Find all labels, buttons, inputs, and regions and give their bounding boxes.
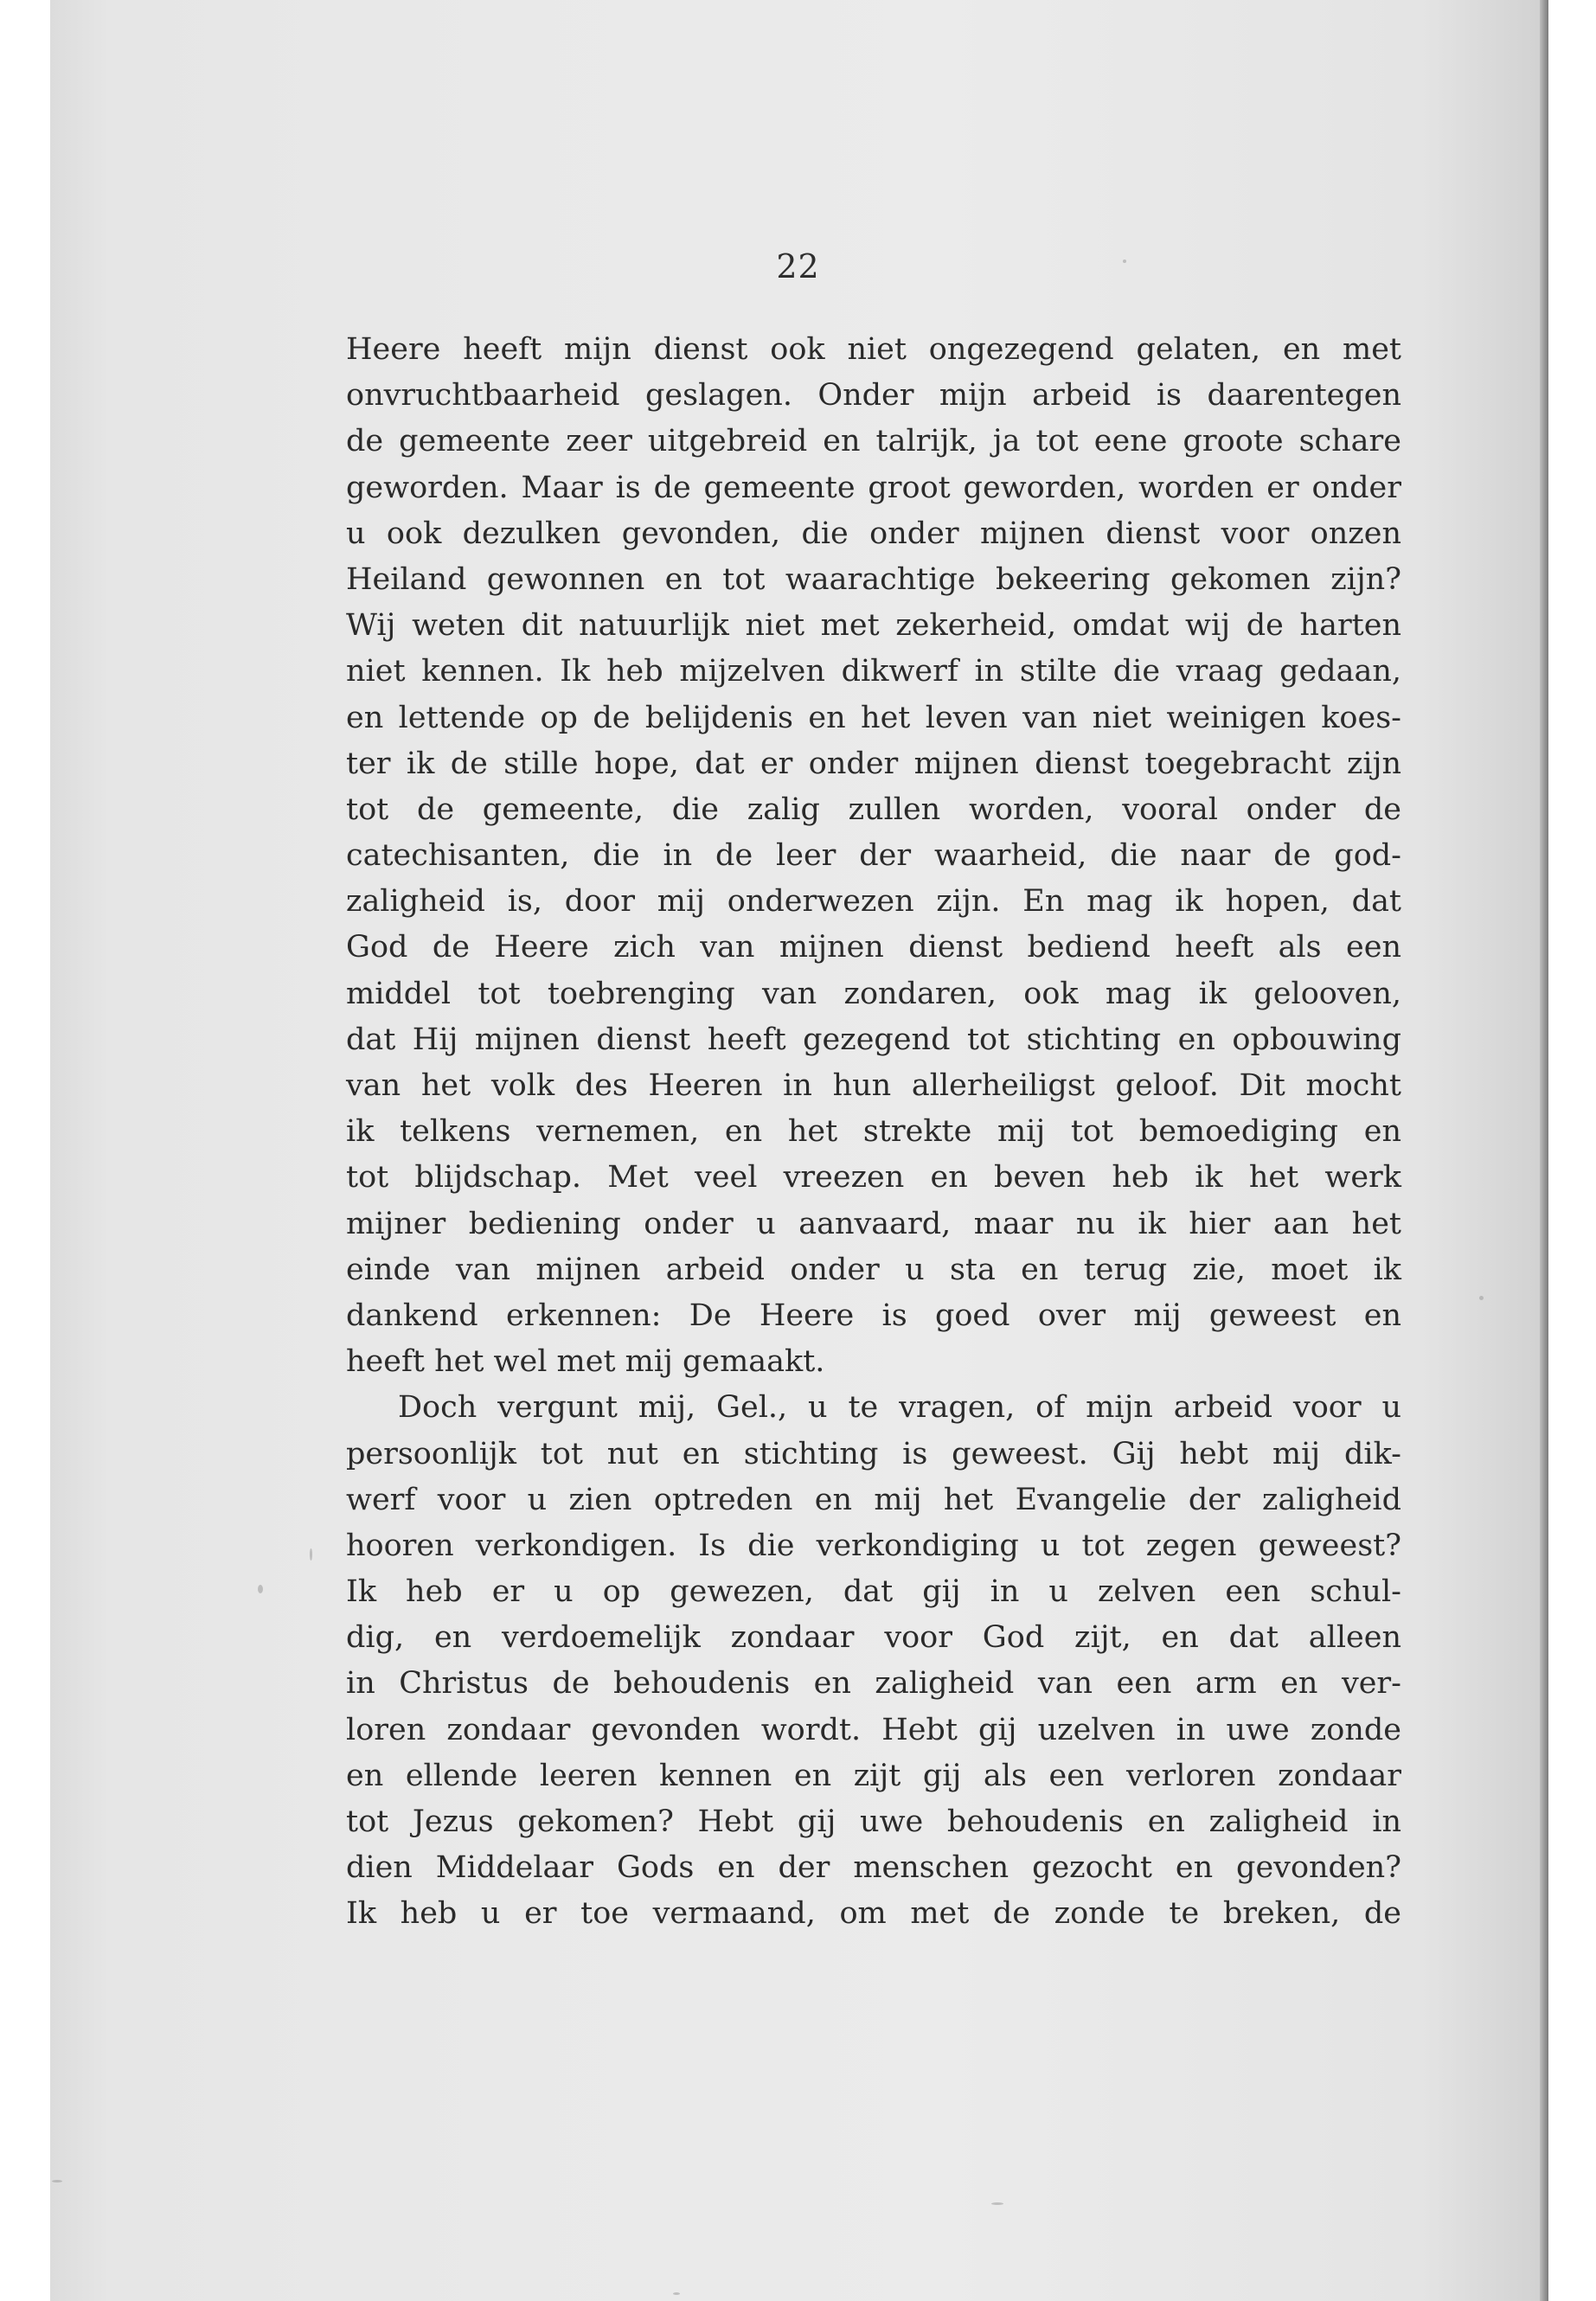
- text-line: werf voor u zien optreden en mij het Evangelie der zaligheid: [346, 1482, 1401, 1517]
- paper-speck: [258, 1585, 263, 1593]
- text-line: heeft het wel met mij gemaakt.: [346, 1344, 825, 1380]
- text-line: Heere heeft mijn dienst ook niet ongezegend gelaten, en met: [346, 332, 1401, 367]
- text-line: dien Middelaar Gods en der menschen gezocht en gevonden?: [346, 1850, 1401, 1886]
- text-line: middel tot toebrenging van zondaren, ook mag ik gelooven,: [346, 976, 1401, 1011]
- text-line: niet kennen. Ik heb mijzelven dikwerf in stilte die vraag gedaan,: [346, 654, 1401, 689]
- text-line: Ik heb u er toe vermaand, om met de zonde te breken, de: [346, 1896, 1401, 1932]
- text-line: tot Jezus gekomen? Hebt gij uwe behoudenis en zaligheid in: [346, 1804, 1401, 1839]
- paper-speck: [310, 1548, 312, 1561]
- body-text: [346, 327, 1401, 1938]
- text-line: dankend erkennen: De Heere is goed over mij geweest en: [346, 1298, 1401, 1333]
- text-line: zaligheid is, door mij onderwezen zijn. En mag ik hopen, dat: [346, 884, 1401, 920]
- text-line: Heiland gewonnen en tot waarachtige bekeering gekomen zijn?: [346, 561, 1401, 597]
- text-line: tot de gemeente, die zalig zullen worden, vooral onder de: [346, 792, 1401, 827]
- text-line: Ik heb er u op gewezen, dat gij in u zelven een schul-: [346, 1574, 1401, 1610]
- paper-speck: [52, 2180, 62, 2182]
- page-number: 22: [776, 247, 820, 285]
- paper-speck: [673, 2292, 680, 2295]
- text-line: tot blijdschap. Met veel vreezen en beven heb ik het werk: [346, 1160, 1401, 1195]
- text-line: de gemeente zeer uitgebreid en talrijk, ja tot eene groote schare: [346, 424, 1401, 459]
- text-line: en ellende leeren kennen en zijt gij als een verloren zondaar: [346, 1758, 1401, 1793]
- text-line: dat Hij mijnen dienst heeft gezegend tot stichting en opbouwing: [346, 1022, 1401, 1057]
- text-line: geworden. Maar is de gemeente groot geworden, worden er onder: [346, 470, 1401, 505]
- text-line: Wij weten dit natuurlijk niet met zekerheid, omdat wij de harten: [346, 608, 1401, 644]
- text-line: God de Heere zich van mijnen dienst bediend heeft als een: [346, 930, 1401, 965]
- text-line: persoonlijk tot nut en stichting is geweest. Gij hebt mij dik-: [346, 1436, 1401, 1471]
- text-line: ik telkens vernemen, en het strekte mij tot bemoediging en: [346, 1114, 1401, 1150]
- text-line: u ook dezulken gevonden, die onder mijnen dienst voor onzen: [346, 516, 1401, 551]
- text-line: catechisanten, die in de leer der waarheid, die naar de god-: [346, 838, 1401, 874]
- paper-speck: [1479, 1296, 1484, 1300]
- text-line: Doch vergunt mij, Gel., u te vragen, of mijn arbeid voor u: [398, 1390, 1401, 1426]
- text-line: dig, en verdoemelijk zondaar voor God zijt, en dat alleen: [346, 1620, 1401, 1656]
- text-line: onvruchtbaarheid geslagen. Onder mijn arbeid is daarentegen: [346, 378, 1401, 413]
- text-line: hooren verkondigen. Is die verkondiging u tot zegen geweest?: [346, 1528, 1401, 1563]
- text-line: en lettende op de belijdenis en het leven van niet weinigen koes-: [346, 700, 1401, 735]
- text-line: loren zondaar gevonden wordt. Hebt gij uzelven in uwe zonde: [346, 1712, 1401, 1747]
- paper-speck: [991, 2202, 1003, 2205]
- text-line: ter ik de stille hope, dat er onder mijnen dienst toegebracht zijn: [346, 746, 1401, 781]
- text-line: in Christus de behoudenis en zaligheid van een arm en ver-: [346, 1666, 1401, 1702]
- page-binding-edge: [1540, 0, 1548, 2301]
- text-line: mijner bediening onder u aanvaard, maar nu ik hier aan het: [346, 1206, 1401, 1241]
- text-line: van het volk des Heeren in hun allerheiligst geloof. Dit mocht: [346, 1068, 1401, 1103]
- text-line: einde van mijnen arbeid onder u sta en terug zie, moet ik: [346, 1252, 1401, 1287]
